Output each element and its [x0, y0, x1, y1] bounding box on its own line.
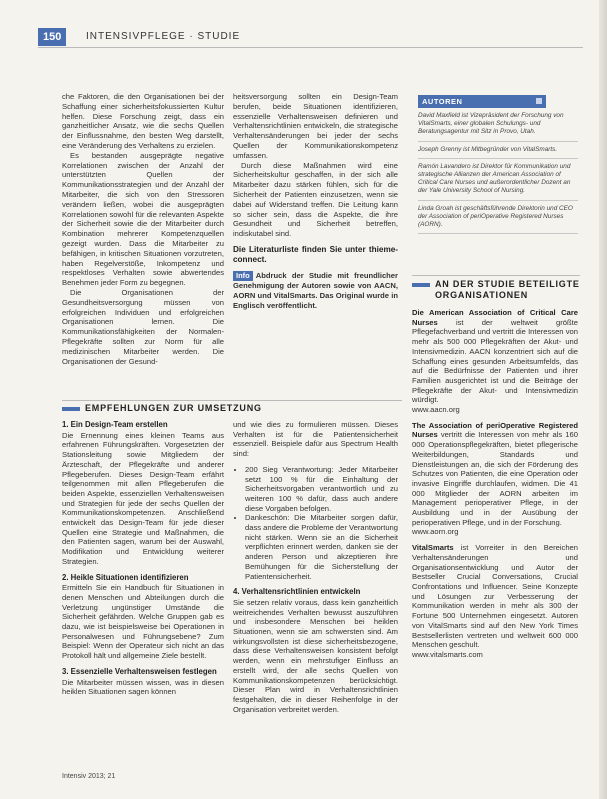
reprint-text: Abdruck der Studie mit freundlicher Genehmigung der Autoren sowie von AACN, AORN und VitalSmarts. Das Original wurde in Englisch veröffentlicht.: [233, 270, 398, 310]
orgs-rule: [412, 275, 580, 276]
org-entry: [412, 308, 578, 415]
paragraph: Durch diese Maßnahmen wird eine Sicherheitskultur geschaffen, in der sich alle Mitarbeiter dazu stärken fühlen, sich für die Sicherheit der Patienten einzusetzen, wenn sie dabei auf Widerstand treffen. Die Leitung kann so sicher sein, dass die Aspekte, die ihre Gesundheit und Sicherheit betreffen, indiskutabel sind.: [233, 160, 398, 239]
author-entry: Ramón Lavandero ist Direktor für Kommunikation und strategische Allianzen der American Association of Critical Care Nurses und außerordentlicher Dozent an der Yale University School of Nursing.: [418, 159, 578, 201]
org-text: ist der weltweit größte Pflegefachverband und vertritt die Interessen von mehr als 500 000 Pflegekräften der Akut- und Intensivmedizin. AACN konzentriert sich auf die Schaffung eines gesunden Arbeitsumfelds, das auf die Bedürfnisse der Patienten und ihrer Familien ausgerichtet ist und die Beiträge der Pflegekräfte der Akut- und Intensivmedizin würdigt.: [412, 317, 578, 405]
authors-heading: [418, 95, 546, 108]
org-url[interactable]: www.aacn.org: [412, 405, 460, 415]
recs-column-left: [62, 420, 224, 703]
recs-heading-text: EMPFEHLUNGEN ZUR UMSETZUNG: [85, 403, 262, 413]
info-tag: Info: [233, 271, 253, 281]
org-text: ist Vorreiter in den Bereichen Verhaltensänderungen und Organisationsentwicklung und Autor der Bestseller Crucial Conversations, Crucial Confrontations und Influencer. Seine Konzepte und Lösungen zur Verbesserung der Kommunikation werden in mehr als 300 der Fortune 500 Unternehmen eingesetzt. Autoren von VitalSmarts sind auf den New York Times Bestsellerlisten vertreten und weltweit 600 000 Menschen geschult.: [412, 543, 578, 650]
org-name: Die American Association of Critical Care Nurses: [412, 308, 578, 327]
rec-title: 3. Essenzielle Verhaltensweisen festlegen: [62, 666, 217, 676]
orgs-heading-text: AN DER STUDIE BETEILIGTE ORGANISATIONEN: [435, 279, 580, 300]
rec-text: Die Mitarbeiter müssen wissen, was in diesen heiklen Situationen sagen können: [62, 677, 224, 697]
rec-text: Sie setzen relativ voraus, dass kein ganzheitlich weitreichendes Verhalten bewusst auszuführen und insbesondere Menschen bei heiklen Situationen, wenn sie am schwersten sind. Am wirkungsvollsten ist diese sicherheitsbezogene, dass diese Verhaltensweisen konsistent befolgt werden, wenn ein mehrstufiger Einfluss an erstellt wird, der alle sechs Quellen von Kommunikationskompetenzen berücksichtigt. Dieser Plan wird in Verhaltensrichtlinien festgehalten, die in dieser Reihenfolge in der Organisation verbreitet werden.: [233, 597, 398, 714]
org-entry: [412, 543, 578, 659]
org-name: The Association of periOperative Registered Nurses: [412, 420, 578, 440]
header-rule: [38, 47, 583, 48]
rec-bullet-list: [233, 465, 398, 581]
rec-text: und wie dies zu formulieren müssen. Dieses Verhalten ist für die Patientensicherheit essenziell. Beispiele dafür aus Spectrum Health sind:: [233, 420, 398, 459]
rec-title: 2. Heikle Situationen identifizieren: [62, 572, 189, 582]
page-footer: Intensiv 2013; 21: [62, 773, 116, 780]
body-column-middle: [233, 92, 398, 311]
running-head: INTENSIVPFLEGE · STUDIE: [86, 31, 241, 42]
paragraph: Die Organisationen der Gesundheitsversorgung müssen von erfolgreichen Individuen und erfolgreichen Organisationen lernen. Die Kommunikationsfähigkeiten der Normalen-Pflegekräfte sollten zur Norm für alle medizinischen Mitarbeiter werden. Die Organisationen der Gesund-: [62, 287, 224, 366]
page-header: [38, 28, 583, 48]
recs-rule: [62, 400, 402, 401]
org-text: vertritt die Interessen von mehr als 160 000 Operationspflegekräften, bietet pflegerische Weiterbildungen, Standards und Dienstleistungen an, die sich der Förderung des Schutzes von Patienten, die eine Operation oder invasive Eingriffe durchlaufen, widmen. Die 41 000 Mitglieder der AORN arbeiten im Management perioperativer Pflege, in der Ausbildung und in der Ausübung der perioperativen Pflege, und in der Forschung.: [412, 430, 578, 527]
heading-bar-icon: [412, 283, 430, 287]
literature-note: Die Literaturliste finden Sie unter thieme-connect.: [233, 244, 398, 264]
rec-text: Ermitteln Sie ein Handbuch für Situationen in denen Menschen und Abteilungen durch die Verletzung ungünstiger Umstände die Sicherheit gefährden. Welche Gruppen gab es dazu, wie ist beispielsweise bei Operationen in Personalwesen und Führungsebene? Zum Beispiel: Wenn der Operateur sich nicht an das Protokoll hält und allgemeine Ziele bestellt.: [62, 583, 224, 661]
square-icon: [536, 98, 542, 104]
author-entry: David Maxfield ist Vizepräsident der Forschung von VitalSmarts, einer globalen Schulungs- und Beratungsagentur mit Sitz in Provo, Utah.: [418, 108, 578, 142]
page-edge: [599, 0, 607, 799]
body-column-left: [62, 92, 224, 366]
paragraph: Es bestanden ausgeprägte negative Korrelationen zwischen der Anzahl der unterstützten Quellen der Kommunikationsstrategien und der Anzahl der Mitarbeiter, die sich von den Stressoren verändern ließen, wobei die ausgeprägten Korrelationen sowohl für die relevanten Aspekte der Sicherheit sowie die der Mitarbeiter durch Kombination mehrerer Kompetenzquellen gezeigt wurden. Dass die Mitarbeiter zu befähigen, in kritischen Situationen vorzutreten, haben Regelverstöße, Inkompetenz und respektloses Verhalten sowie abwertendes Benehmen jeder Form zu begegnen.: [62, 150, 224, 288]
org-entry: [412, 421, 578, 537]
page-number: 150: [38, 28, 66, 46]
authors-label: AUTOREN: [422, 97, 463, 106]
list-item: • Dankeschön: Die Mitarbeiter sorgen dafür, dass andere die Probleme der Verantwortung nicht stärken. Wenn sie an die Sicherheit verpflichten erinnert werden, danken sie der anderen Person und akzeptieren ihre Bemühungen für die Sicherstellung der Patientensicherheit.: [245, 513, 398, 581]
paragraph: heitsversorgung sollten ein Design-Team berufen, beide Situationen identifizieren, essenzielle Verhaltensweisen definieren und Verhaltensrichtlinien entwickeln, die strategische Verhaltensänderungen bei jeder der sechs Quellen der Kommunikationskompetenz umfassen.: [233, 92, 398, 160]
rec-title: 1. Ein Design-Team erstellen: [62, 420, 168, 429]
org-name: VitalSmarts: [412, 543, 454, 553]
reprint-note: [233, 271, 398, 311]
org-url[interactable]: www.aorn.org: [412, 527, 459, 537]
list-item: • 200 Sieg Verantwortung: Jeder Mitarbeiter setzt 100 % für die Einhaltung der Sicherheitsvorgaben verantwortlich und zu weiteren 100 % dafür, dass auch andere diese Vorgaben befolgen.: [245, 465, 398, 514]
author-entry: Joseph Grenny ist Mitbegründer von VitalSmarts.: [418, 142, 578, 159]
paragraph: che Faktoren, die den Organisationen bei der Schaffung einer sicherheitsfokussierten Kultur helfen. Diese Forschung zeigt, dass ein ganzheitlicher Ansatz, wie die sechs Quellen der Einflussnahme, den besten Weg darstellt, eine Veränderung des Verhaltens zu erzielen.: [62, 92, 224, 150]
org-url[interactable]: www.vitalsmarts.com: [412, 649, 483, 659]
rec-text: Die Ernennung eines kleinen Teams aus erfahrenen Führungskräften. Vorgesetzten der Stationsleitung sowie Mitgliedern der Ärzteschaft, der Pflegekräfte und anderer Pflegeberufen. Dieses Design-Team erfährt teilgenommen mit allen Pflegeberufen die beiden Aspekte, essenziellen Verhaltensweisen und Strategien für jede der sechs Quellen der Kommunikationskompetenzen. Anschließend entwickelt das Design-Team für jede dieser Quellen eine Strategie und Maßnahmen, die den Patienten sagen, warum bei der Auswahl, Modifikation und Entwicklung weiterer Strategien.: [62, 430, 224, 566]
orgs-column: [412, 308, 578, 666]
authors-box: [418, 95, 578, 234]
heading-bar-icon: [62, 407, 80, 411]
rec-title: 4. Verhaltensrichtlinien entwickeln: [233, 587, 361, 597]
orgs-heading: [412, 279, 580, 301]
author-entry: Linda Groah ist geschäftsführende Direktorin und CEO der Association of periOperative Registered Nurses (AORN).: [418, 201, 578, 235]
recs-heading: [62, 403, 402, 414]
recs-column-right: [233, 420, 398, 720]
